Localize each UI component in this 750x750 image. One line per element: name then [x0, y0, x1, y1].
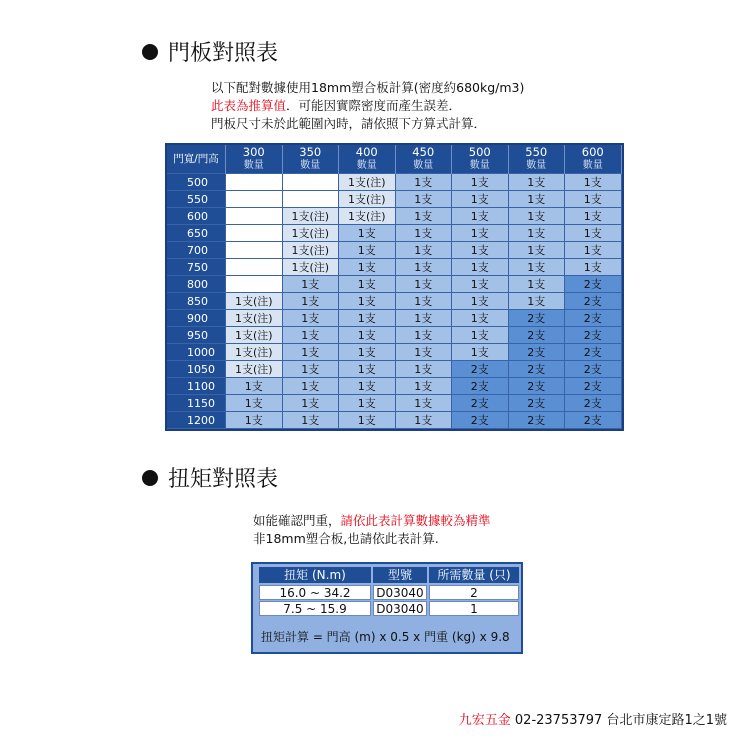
- width-value: 550: [525, 145, 548, 159]
- quantity-cell: 2支: [565, 310, 622, 327]
- quantity-cell: 2支: [452, 378, 509, 395]
- torque-formula: 扭矩計算 = 門高 (m) x 0.5 x 門重 (kg) x 9.8: [261, 630, 510, 644]
- torque-note-prefix: 如能確認門重，: [253, 513, 341, 528]
- table-row: [167, 310, 621, 327]
- quantity-label: 數量: [243, 160, 264, 171]
- quantity-label: 數量: [526, 160, 547, 171]
- quantity-cell: 1支: [282, 395, 339, 412]
- table-row: [167, 395, 621, 412]
- quantity-cell: 1支: [339, 327, 396, 344]
- height-header: 1200: [167, 412, 226, 429]
- height-header: 1150: [167, 395, 226, 412]
- width-value: 450: [412, 145, 435, 159]
- height-header: 600: [167, 208, 226, 225]
- quantity-cell: [282, 174, 339, 191]
- quantity-cell: 1支: [395, 395, 452, 412]
- height-header: 550: [167, 191, 226, 208]
- quantity-cell: 1支: [395, 361, 452, 378]
- quantity-cell: 2支: [565, 327, 622, 344]
- footer-contact: [459, 709, 727, 728]
- quantity-cell: 1支: [339, 276, 396, 293]
- quantity-label: 數量: [582, 160, 603, 171]
- table-row: [167, 327, 621, 344]
- torque-range-cell: 16.0 ~ 34.2: [259, 585, 371, 600]
- quantity-cell: 1支: [226, 395, 283, 412]
- quantity-cell: 1支: [452, 327, 509, 344]
- door-note-line2: [211, 97, 524, 115]
- height-header: 500: [167, 174, 226, 191]
- quantity-cell: 2支: [452, 361, 509, 378]
- quantity-cell: 1支: [508, 225, 565, 242]
- quantity-cell: 1支: [282, 327, 339, 344]
- quantity-cell: 2支: [565, 361, 622, 378]
- quantity-cell: 1支(注): [226, 310, 283, 327]
- quantity-cell: 2支: [508, 378, 565, 395]
- quantity-cell: 1支: [565, 259, 622, 276]
- width-value: 500: [468, 145, 491, 159]
- table-row: [167, 191, 621, 208]
- height-header: 1050: [167, 361, 226, 378]
- torque-note-line2: 非18mm塑合板,也請依此表計算.: [253, 531, 439, 546]
- quantity-cell: 1支(注): [226, 361, 283, 378]
- quantity-cell: 1: [429, 601, 519, 616]
- quantity-cell: 1支: [395, 310, 452, 327]
- table-row: [167, 259, 621, 276]
- width-value: 600: [581, 145, 604, 159]
- quantity-cell: 1支: [508, 208, 565, 225]
- width-header: [565, 145, 622, 174]
- quantity-cell: [226, 174, 283, 191]
- table-row: [167, 378, 621, 395]
- quantity-cell: 1支(注): [282, 225, 339, 242]
- quantity-cell: 1支: [282, 293, 339, 310]
- address: 台北市康定路1之1號: [606, 713, 727, 728]
- bullet-icon: [142, 44, 158, 60]
- door-note-line1: 以下配對數據使用18mm塑合板計算(密度約680kg/m3): [211, 80, 525, 95]
- quantity-cell: 1支(注): [226, 327, 283, 344]
- torque-note-highlight: 請依此表計算數據較為精準: [340, 513, 491, 528]
- quantity-cell: [226, 259, 283, 276]
- quantity-cell: 1支: [508, 259, 565, 276]
- width-value: 400: [355, 145, 378, 159]
- door-table: [167, 145, 622, 429]
- phone-number: 02-23753797: [514, 713, 603, 728]
- estimate-warning: 此表為推算值: [211, 98, 287, 113]
- quantity-cell: 1支: [452, 225, 509, 242]
- quantity-cell: 2支: [452, 395, 509, 412]
- quantity-cell: [226, 208, 283, 225]
- height-header: 800: [167, 276, 226, 293]
- torque-notes: [253, 512, 491, 548]
- quantity-cell: 1支: [282, 361, 339, 378]
- quantity-cell: [282, 191, 339, 208]
- table-row: [167, 242, 621, 259]
- door-notes: [211, 79, 524, 133]
- quantity-cell: 1支: [395, 378, 452, 395]
- quantity-cell: 1支: [508, 276, 565, 293]
- quantity-cell: 1支: [395, 174, 452, 191]
- height-header: 1100: [167, 378, 226, 395]
- torque-note-line1: [253, 512, 491, 530]
- quantity-cell: 1支: [395, 225, 452, 242]
- quantity-cell: 2支: [508, 327, 565, 344]
- model-cell: D03040: [373, 601, 427, 616]
- quantity-cell: 1支: [339, 293, 396, 310]
- width-header: [452, 145, 509, 174]
- quantity-cell: 1支: [395, 276, 452, 293]
- quantity-cell: 1支(注): [339, 174, 396, 191]
- quantity-cell: 1支: [395, 327, 452, 344]
- quantity-cell: [226, 276, 283, 293]
- quantity-cell: 1支: [565, 174, 622, 191]
- height-header: 750: [167, 259, 226, 276]
- table-row: [167, 344, 621, 361]
- width-value: 350: [299, 145, 322, 159]
- quantity-cell: 1支: [339, 344, 396, 361]
- quantity-cell: 1支(注): [282, 208, 339, 225]
- quantity-cell: 1支: [395, 259, 452, 276]
- quantity-cell: 1支: [339, 395, 396, 412]
- quantity-cell: 2支: [565, 395, 622, 412]
- quantity-cell: 2: [429, 585, 519, 600]
- quantity-cell: 1支: [282, 344, 339, 361]
- quantity-label: 數量: [356, 160, 377, 171]
- torque-range-cell: 7.5 ~ 15.9: [259, 601, 371, 616]
- quantity-cell: [226, 242, 283, 259]
- model-cell: D03040: [373, 585, 427, 600]
- table-row: [167, 174, 621, 191]
- quantity-cell: 1支: [395, 242, 452, 259]
- quantity-cell: 1支: [508, 174, 565, 191]
- quantity-cell: 2支: [508, 310, 565, 327]
- quantity-cell: 2支: [508, 361, 565, 378]
- quantity-cell: 1支: [452, 276, 509, 293]
- door-section-title: [142, 36, 278, 67]
- quantity-cell: 1支: [339, 310, 396, 327]
- width-header: [339, 145, 396, 174]
- quantity-cell: 1支(注): [282, 259, 339, 276]
- quantity-cell: 1支: [395, 208, 452, 225]
- table-row: [167, 412, 621, 429]
- door-table-header: [167, 145, 621, 174]
- quantity-label: 數量: [413, 160, 434, 171]
- quantity-cell: 1支: [339, 259, 396, 276]
- door-title-text: 門板對照表: [168, 41, 279, 66]
- table-row: [167, 361, 621, 378]
- table-row: [167, 225, 621, 242]
- estimate-note: ．可能因實際密度而產生誤差．: [286, 98, 462, 113]
- quantity-cell: 1支: [339, 412, 396, 429]
- quantity-cell: 2支: [565, 276, 622, 293]
- model-header: 型號: [373, 567, 427, 583]
- quantity-cell: 1支: [452, 174, 509, 191]
- torque-section-title: [142, 462, 278, 493]
- quantity-cell: 1支: [395, 412, 452, 429]
- torque-title-text: 扭矩對照表: [168, 467, 279, 492]
- table-row: [167, 208, 621, 225]
- quantity-cell: 1支: [339, 378, 396, 395]
- height-header: 1000: [167, 344, 226, 361]
- quantity-cell: 1支(注): [339, 191, 396, 208]
- quantity-cell: 1支: [282, 310, 339, 327]
- bullet-icon: [142, 470, 158, 486]
- quantity-cell: 1支: [226, 412, 283, 429]
- quantity-cell: 2支: [565, 344, 622, 361]
- table-row: [167, 293, 621, 310]
- quantity-cell: 1支: [565, 225, 622, 242]
- width-header: [395, 145, 452, 174]
- quantity-cell: 1支(注): [282, 242, 339, 259]
- quantity-cell: 1支: [452, 191, 509, 208]
- height-header: 950: [167, 327, 226, 344]
- quantity-header: 所需數量 (只): [429, 567, 519, 583]
- quantity-cell: 1支: [452, 310, 509, 327]
- quantity-cell: 1支: [452, 293, 509, 310]
- quantity-cell: 1支: [452, 344, 509, 361]
- quantity-cell: 1支: [339, 361, 396, 378]
- quantity-cell: 1支: [395, 191, 452, 208]
- height-header: 850: [167, 293, 226, 310]
- quantity-cell: 2支: [508, 344, 565, 361]
- quantity-cell: 2支: [565, 378, 622, 395]
- door-note-line3: 門板尺寸未於此範圍內時，請依照下方算式計算．: [211, 116, 487, 131]
- quantity-cell: 1支: [508, 242, 565, 259]
- quantity-cell: 1支: [565, 208, 622, 225]
- quantity-cell: 1支: [452, 242, 509, 259]
- quantity-cell: 2支: [508, 412, 565, 429]
- width-value: 300: [242, 145, 265, 159]
- corner-header: 門寬/門高: [167, 145, 226, 174]
- quantity-cell: 1支: [226, 378, 283, 395]
- width-header: [282, 145, 339, 174]
- quantity-cell: [226, 225, 283, 242]
- quantity-label: 數量: [469, 160, 490, 171]
- quantity-cell: 1支: [282, 276, 339, 293]
- torque-header: 扭矩 (N.m): [259, 567, 371, 583]
- quantity-cell: 1支(注): [226, 293, 283, 310]
- quantity-cell: 1支: [395, 293, 452, 310]
- quantity-label: 數量: [300, 160, 321, 171]
- quantity-cell: 1支: [282, 378, 339, 395]
- quantity-cell: 1支: [508, 293, 565, 310]
- quantity-cell: 1支: [395, 344, 452, 361]
- quantity-cell: 1支: [452, 259, 509, 276]
- quantity-cell: 2支: [565, 293, 622, 310]
- quantity-cell: [226, 191, 283, 208]
- quantity-cell: 1支(注): [226, 344, 283, 361]
- quantity-cell: 1支: [452, 208, 509, 225]
- quantity-cell: 1支(注): [339, 208, 396, 225]
- table-row: [167, 276, 621, 293]
- quantity-cell: 1支: [282, 412, 339, 429]
- height-header: 650: [167, 225, 226, 242]
- brand-name: 九宏五金: [458, 713, 511, 728]
- quantity-cell: 1支: [565, 242, 622, 259]
- quantity-cell: 1支: [339, 242, 396, 259]
- width-header: [508, 145, 565, 174]
- quantity-cell: 1支: [339, 225, 396, 242]
- height-header: 900: [167, 310, 226, 327]
- width-header: [226, 145, 283, 174]
- quantity-cell: 1支: [508, 191, 565, 208]
- quantity-cell: 2支: [452, 412, 509, 429]
- quantity-cell: 2支: [508, 395, 565, 412]
- quantity-cell: 1支: [565, 191, 622, 208]
- height-header: 700: [167, 242, 226, 259]
- quantity-cell: 2支: [565, 412, 622, 429]
- torque-table: [251, 562, 523, 654]
